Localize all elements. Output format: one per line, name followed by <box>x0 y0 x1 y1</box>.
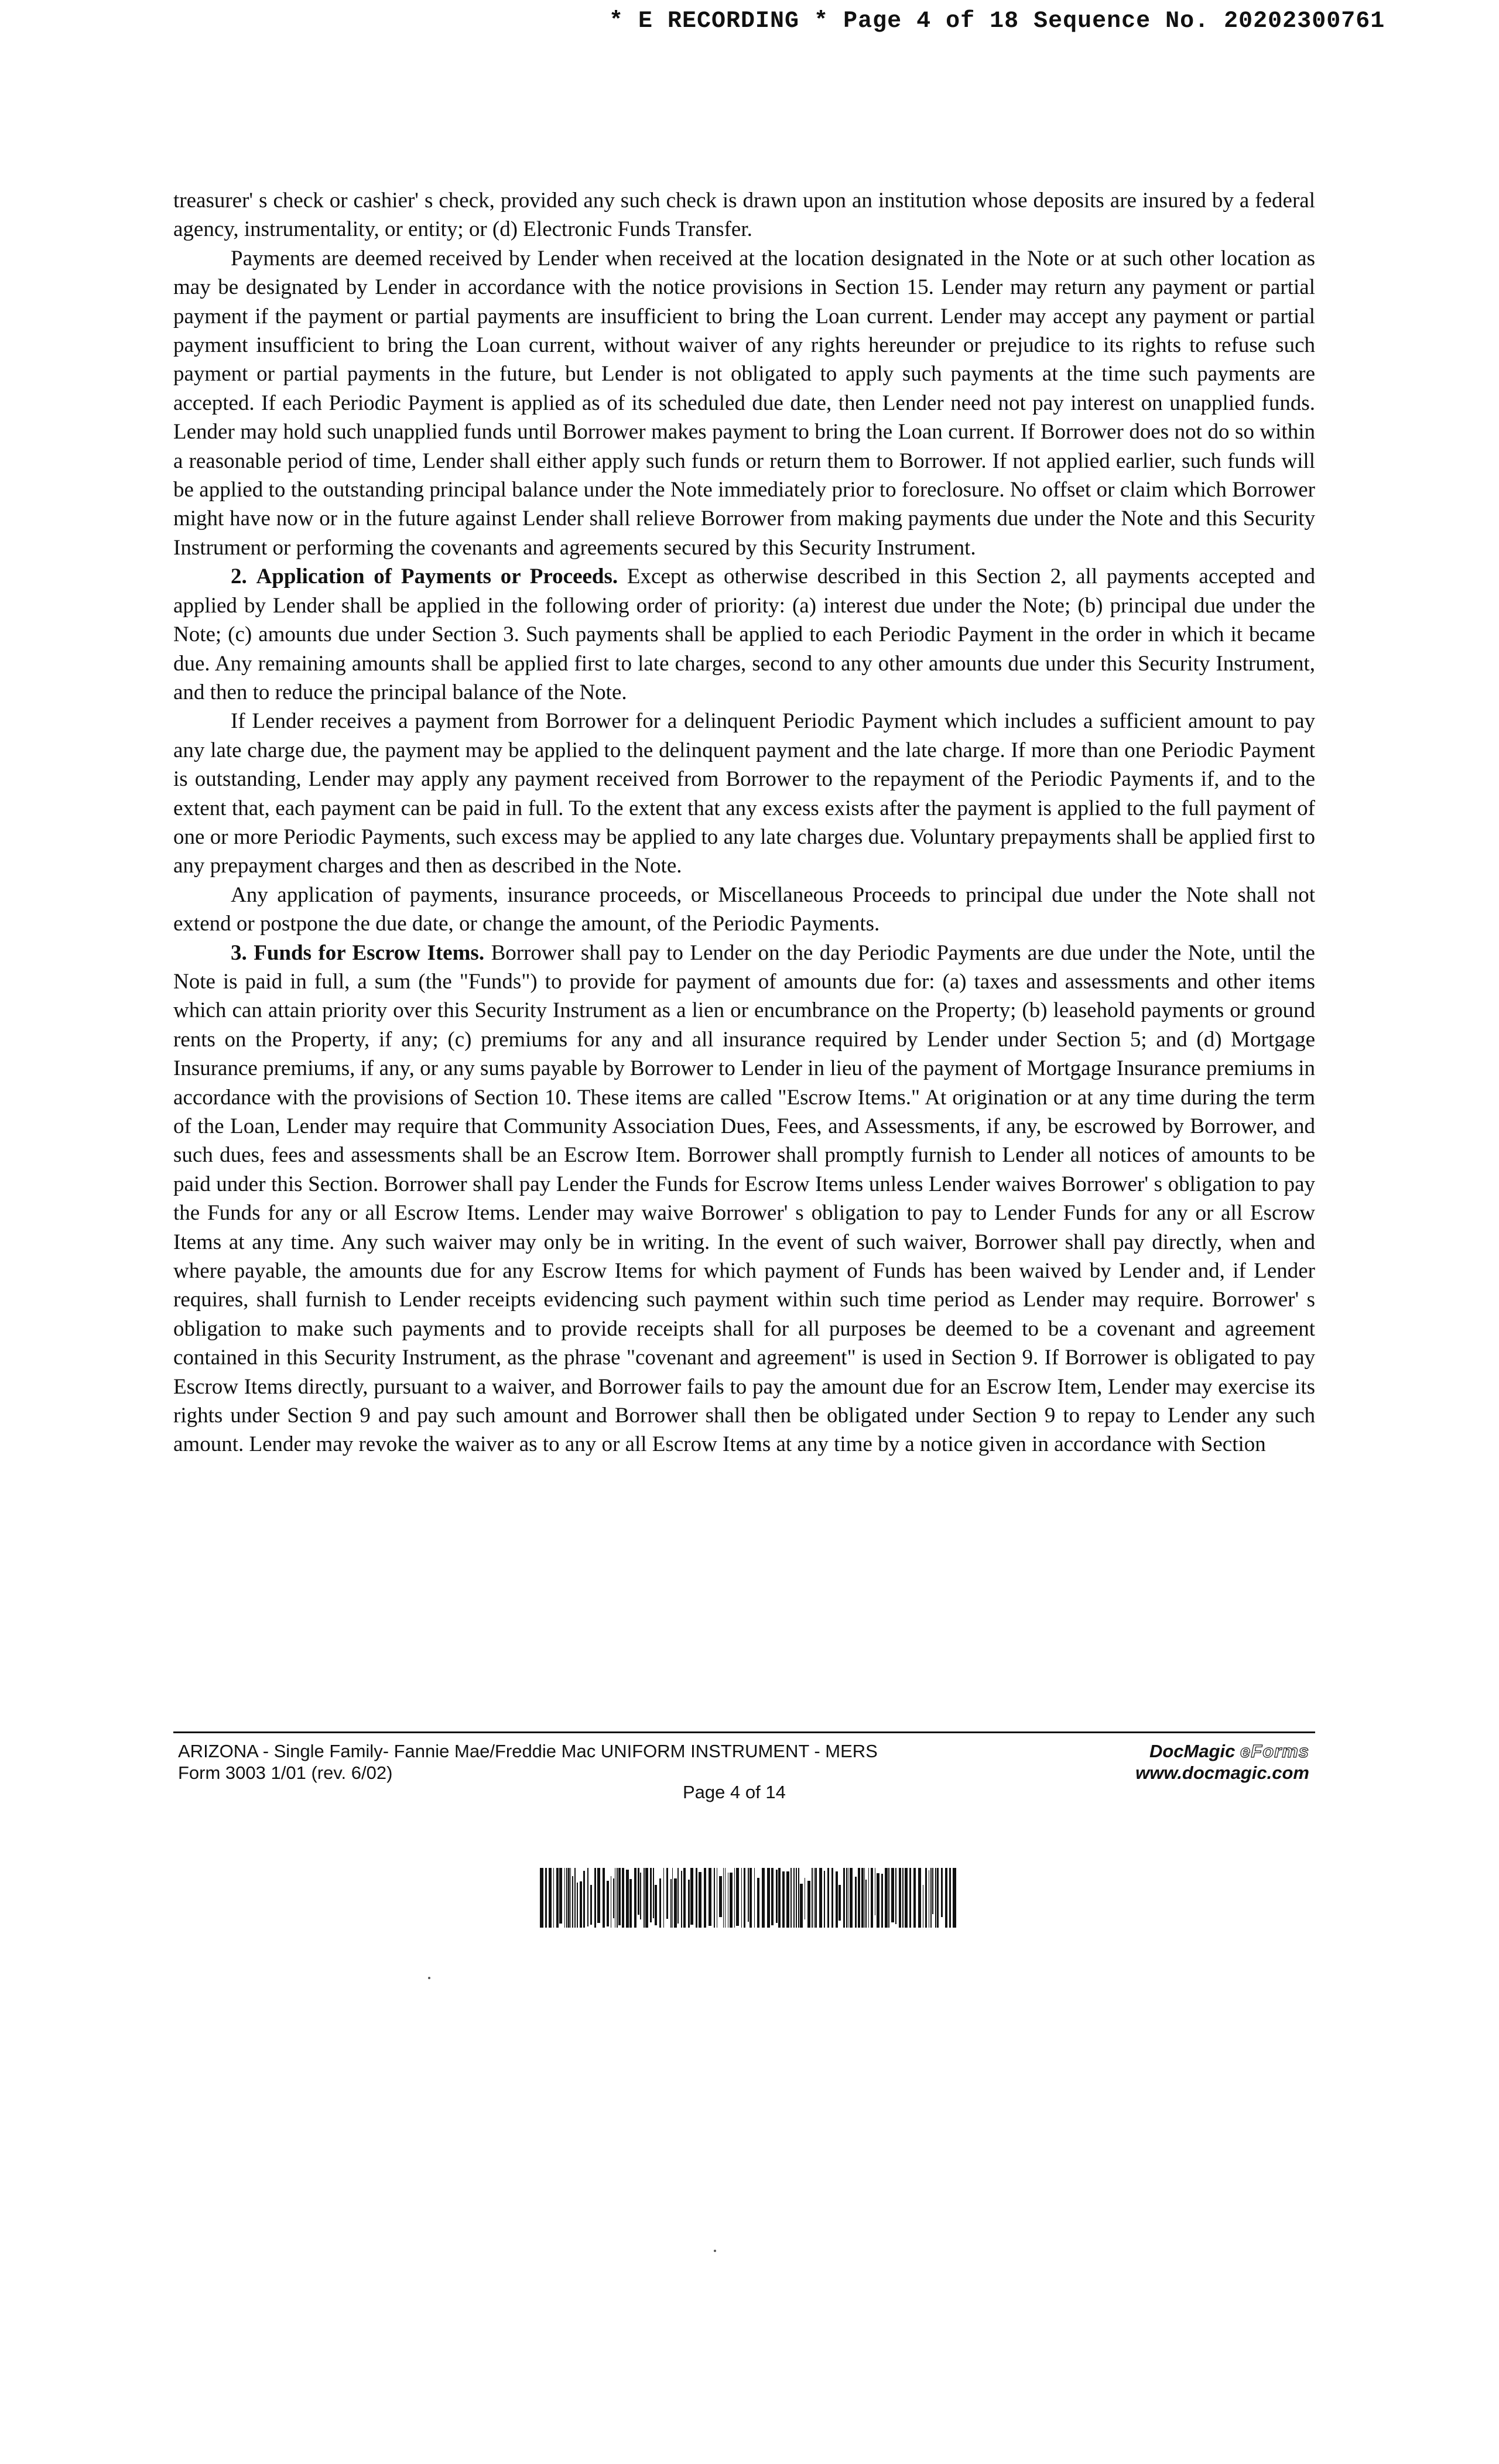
barcode-bar <box>864 1868 865 1928</box>
barcode-bar <box>930 1868 932 1928</box>
barcode-bar <box>868 1868 869 1928</box>
barcode-bar <box>594 1868 596 1928</box>
barcode-bar <box>807 1881 810 1928</box>
barcode-bar <box>559 1868 562 1924</box>
barcode-bar <box>650 1868 652 1922</box>
barcode-bar <box>819 1868 822 1928</box>
barcode-bar <box>564 1868 565 1928</box>
barcode-bar <box>670 1879 672 1928</box>
barcode-bar <box>899 1868 901 1928</box>
barcode-bar <box>590 1885 592 1925</box>
paragraph-payments-received: Payments are deemed received by Lender when received at the location designated in the Note or at such other location as may be designated by Lender in accordance with the notice provisions in Section 15. Lender may return any payment or partial payment if the payment or partial payments are insufficient to bring the Loan current. Lender may accept any payment or partial payment insufficient to bring the Loan current, without waiver of any rights hereunder or prejudice to its rights to refuse such payment or partial payments in the future, but Lender is not obligated to apply such payments at the time such payments are accepted. If each Periodic Payment is applied as of its scheduled due date, then Lender need not pay interest on unapplied funds. Lender may hold such unapplied funds until Borrower makes payment to bring the Loan current. If Borrower does not do so within a reasonable period of time, Lender shall either apply such funds or return them to Borrower. If not applied earlier, such funds will be applied to the outstanding principal balance under the Note immediately prior to foreclosure. No offset or claim which Borrower might have now or in the future against Lender shall relieve Borrower from making payments due under the Note and this Security Instrument or performing the covenants and agreements secured by this Security Instrument. <box>173 246 1315 560</box>
section-3-text: Borrower shall pay to Lender on the day Periodic Payments are due under the Note, until the Note is paid in full, a sum (the "Funds") to provide for payment of amounts due for: (a) taxes and assessments and other items which can attain priority over this Security Instrument as a lien or encumbrance on the Property; (b) leasehold payments or ground rents on the Property, if any; (c) premiums for any and all insurance required by Lender under Section 5; and (d) Mortgage Insurance premiums, if any, or any sums payable by Borrower to Lender in lieu of the payment of Mortgage Insurance premiums in accordance with the provisions of Section 10. These items are called "Escrow Items." At origination or at any time during the term of the Loan, Lender may require that Community Association Dues, Fees, and Assessments, if any, be escrowed by Borrower, and such dues, fees and assessments shall be an Escrow Item. Borrower shall promptly furnish to Lender all notices of amounts to be paid under this Section. Borrower shall pay Lender the Funds for Escrow Items unless Lender waives Borrower' s obligation to pay the Funds for any or all Escrow Items. Lender may waive Borrower' s obligation to pay to Lender Funds for any or all Escrow Items at any time. Any such waiver may only be in writing. In the event of such waiver, Borrower shall pay directly, when and where payable, the amounts due for any Escrow Items for which payment of Funds has been waived by Lender and, if Lender requires, shall furnish to Lender receipts evidencing such payment within such time period as Lender may require. Borrower' s obligation to make such payments and to provide receipts shall for all purposes be deemed to be a covenant and agreement contained in this Security Instrument, as the phrase "covenant and agreement" is used in Section 9. If Borrower is obligated to pay Escrow Items directly, pursuant to a waiver, and Borrower fails to pay the amount due for an Escrow Item, Lender may exercise its rights under Section 9 and pay such amount and Borrower shall then be obligated under Section 9 to repay to Lender any such amount. Lender may revoke the waiver as to any or all Escrow Items at any time by a notice given in accordance with Section <box>173 940 1315 1457</box>
barcode-bar <box>613 1878 614 1918</box>
barcode-bar <box>891 1868 894 1922</box>
barcode-bar <box>709 1868 711 1926</box>
section-3-number: 3. <box>231 940 247 965</box>
barcode-bar <box>925 1868 927 1928</box>
barcode-bar <box>699 1872 701 1928</box>
barcode-bar <box>618 1868 621 1925</box>
barcode-bar <box>935 1868 936 1928</box>
section-2-number: 2. <box>231 564 247 589</box>
barcode-bar <box>587 1868 588 1926</box>
barcode-bar <box>603 1868 605 1928</box>
barcode-bar <box>843 1868 845 1928</box>
barcode-bar <box>815 1868 817 1928</box>
barcode-bar <box>568 1868 570 1928</box>
barcode-bar <box>877 1873 879 1928</box>
footer-brand <box>1135 1740 1309 1784</box>
barcode-bar <box>580 1881 582 1928</box>
barcode-image <box>540 1868 959 1928</box>
barcode-bar <box>730 1873 733 1928</box>
footer-brand-forms: eForms <box>1240 1741 1309 1761</box>
barcode-bar <box>937 1868 939 1928</box>
barcode-bar <box>796 1868 797 1928</box>
barcode-bar <box>723 1868 724 1928</box>
barcode-bar <box>839 1885 841 1921</box>
barcode-bar <box>629 1879 632 1928</box>
barcode-bar <box>800 1884 803 1928</box>
section-2-text: Except as otherwise described in this Section 2, all payments accepted and applied by Lender shall be applied in the following order of priority: (a) interest due under the Note; (b) principal due under the Note; (c) amounts due under Section 3. Such payments shall be applied to each Periodic Payment in the order in which it became due. Any remaining amounts shall be applied first to late charges, second to any other amounts due under this Security Instrument, and then to reduce the principal balance of the Note. <box>173 564 1316 704</box>
section-3-funds-for-escrow <box>173 939 1315 1459</box>
barcode-bar <box>778 1868 781 1928</box>
section-3-title: Funds for Escrow Items. <box>254 940 485 965</box>
barcode-bar <box>824 1871 825 1928</box>
section-2-application-of-payments <box>173 562 1315 707</box>
barcode-bar <box>545 1868 547 1928</box>
barcode-bar <box>861 1868 864 1928</box>
barcode-bar <box>540 1868 543 1928</box>
barcode-bar <box>767 1868 770 1928</box>
barcode-bar <box>858 1868 860 1928</box>
barcode-bar <box>941 1868 943 1917</box>
barcode-bar <box>556 1868 559 1928</box>
barcode-bar <box>846 1868 847 1928</box>
barcode-bar <box>583 1871 585 1928</box>
footer-brand-name: DocMagic <box>1149 1741 1236 1761</box>
barcode-bar <box>696 1868 697 1928</box>
barcode-bar <box>793 1868 795 1928</box>
barcode-bar <box>553 1868 554 1928</box>
barcode-bar <box>597 1868 600 1923</box>
barcode-bar <box>653 1868 654 1918</box>
barcode-bar <box>754 1868 755 1928</box>
scan-speck <box>428 1977 430 1979</box>
barcode-bar <box>741 1868 742 1928</box>
barcode-bar <box>909 1868 911 1928</box>
barcode-bar <box>617 1868 618 1928</box>
barcode-bar <box>640 1873 641 1919</box>
footer-page-number: Page 4 of 14 <box>683 1782 786 1802</box>
barcode-bar <box>895 1868 896 1924</box>
barcode-bar <box>683 1868 686 1928</box>
barcode-bar <box>622 1868 624 1928</box>
scan-speck <box>714 2250 716 2252</box>
barcode-bar <box>865 1880 867 1928</box>
barcode-bar <box>771 1868 774 1925</box>
barcode-bar <box>827 1868 829 1928</box>
barcode-bar <box>704 1868 706 1928</box>
barcode-bar <box>762 1868 765 1928</box>
barcode-bar <box>688 1880 690 1928</box>
barcode-bar <box>831 1868 833 1928</box>
barcode-bar <box>666 1868 668 1919</box>
barcode-bar <box>782 1871 785 1928</box>
barcode-bar <box>885 1868 888 1928</box>
barcode-bar <box>949 1868 951 1928</box>
barcode-bar <box>881 1874 883 1928</box>
barcode-bar <box>674 1878 677 1928</box>
barcode-bar <box>607 1881 609 1926</box>
paragraph-delinquent-payment: If Lender receives a payment from Borrower for a delinquent Periodic Payment which includes a sufficient amount to pay any late charge due, the payment may be applied to the delinquent payment and the late charge. If more than one Periodic Payment is outstanding, Lender may apply any payment received from Borrower to the repayment of the Periodic Payments if, and to the extent that, each payment can be paid in full. To the extent that any excess exists after the payment is applied to the full payment of one or more Periodic Payments, such excess may be applied to any late charges due. Voluntary prepayments shall be applied first to any prepayment charges and then as described in the Note. <box>173 709 1315 878</box>
barcode-bar <box>812 1868 813 1928</box>
barcode-bar <box>790 1868 792 1928</box>
barcode-bar <box>748 1868 749 1922</box>
barcode-bar <box>757 1878 759 1928</box>
barcode-bar <box>798 1868 799 1928</box>
recording-header: * E RECORDING * Page 4 of 18 Sequence No. 20202300761 <box>609 8 1385 35</box>
barcode-bar <box>734 1868 735 1928</box>
document-body <box>173 186 1315 1459</box>
paragraph-application-of-proceeds: Any application of payments, insurance proceeds, or Miscellaneous Proceeds to principal due under the Note shall not extend or postpone the due date, or change the amount, of the Periodic Payments. <box>173 882 1315 936</box>
barcode-bar <box>577 1883 578 1928</box>
barcode-bar <box>638 1868 639 1915</box>
barcode-bar <box>645 1868 648 1928</box>
barcode-bar <box>953 1868 956 1928</box>
footer-form-info <box>178 1740 878 1784</box>
barcode-bar <box>836 1871 838 1928</box>
footer-brand-logo <box>1135 1740 1309 1762</box>
footer-form-title: ARIZONA - Single Family- Fannie Mae/Freddie Mac UNIFORM INSTRUMENT - MERS <box>178 1741 878 1761</box>
barcode-bar <box>786 1871 789 1928</box>
barcode-bar <box>714 1868 715 1928</box>
barcode-bar <box>945 1868 947 1928</box>
barcode-bar <box>644 1868 645 1928</box>
barcode-bar <box>655 1885 657 1925</box>
barcode-bar <box>570 1868 571 1928</box>
barcode-bar <box>736 1868 739 1926</box>
barcode-bar <box>913 1868 916 1928</box>
barcode-bar <box>672 1868 673 1928</box>
barcode-bar <box>888 1868 889 1928</box>
footer-form-number: Form 3003 1/01 (rev. 6/02) <box>178 1763 393 1783</box>
barcode-bar <box>850 1868 853 1928</box>
barcode-bar <box>566 1868 567 1928</box>
barcode-bar <box>549 1868 552 1928</box>
barcode-bar <box>681 1871 682 1928</box>
barcode-bar <box>902 1868 903 1928</box>
barcode-bar <box>776 1870 778 1923</box>
barcode-bar <box>905 1868 908 1928</box>
barcode-bar <box>744 1868 745 1928</box>
footer-divider <box>173 1731 1315 1733</box>
barcode-bar <box>634 1868 636 1928</box>
barcode-bar <box>918 1868 921 1928</box>
barcode-bar <box>932 1868 933 1914</box>
barcode-bar <box>663 1868 664 1928</box>
barcode-bar <box>677 1868 679 1924</box>
barcode-bar <box>572 1876 573 1928</box>
barcode-bar <box>855 1877 857 1928</box>
section-2-title: Application of Payments or Proceeds. <box>256 564 618 589</box>
barcode-bar <box>574 1868 576 1928</box>
footer-brand-url: www.docmagic.com <box>1135 1763 1309 1783</box>
barcode-bar <box>719 1876 722 1917</box>
barcode-bar <box>871 1868 873 1928</box>
paragraph-payment-methods: treasurer' s check or cashier' s check, provided any such check is drawn upon an institution whose deposits are insured by a federal agency, instrumentality, or entity; or (d) Electronic Funds Transfer. <box>173 189 1315 242</box>
barcode-bar <box>626 1870 629 1928</box>
barcode-bar <box>659 1878 661 1928</box>
barcode-bar <box>690 1868 693 1925</box>
barcode-bar <box>750 1868 752 1928</box>
